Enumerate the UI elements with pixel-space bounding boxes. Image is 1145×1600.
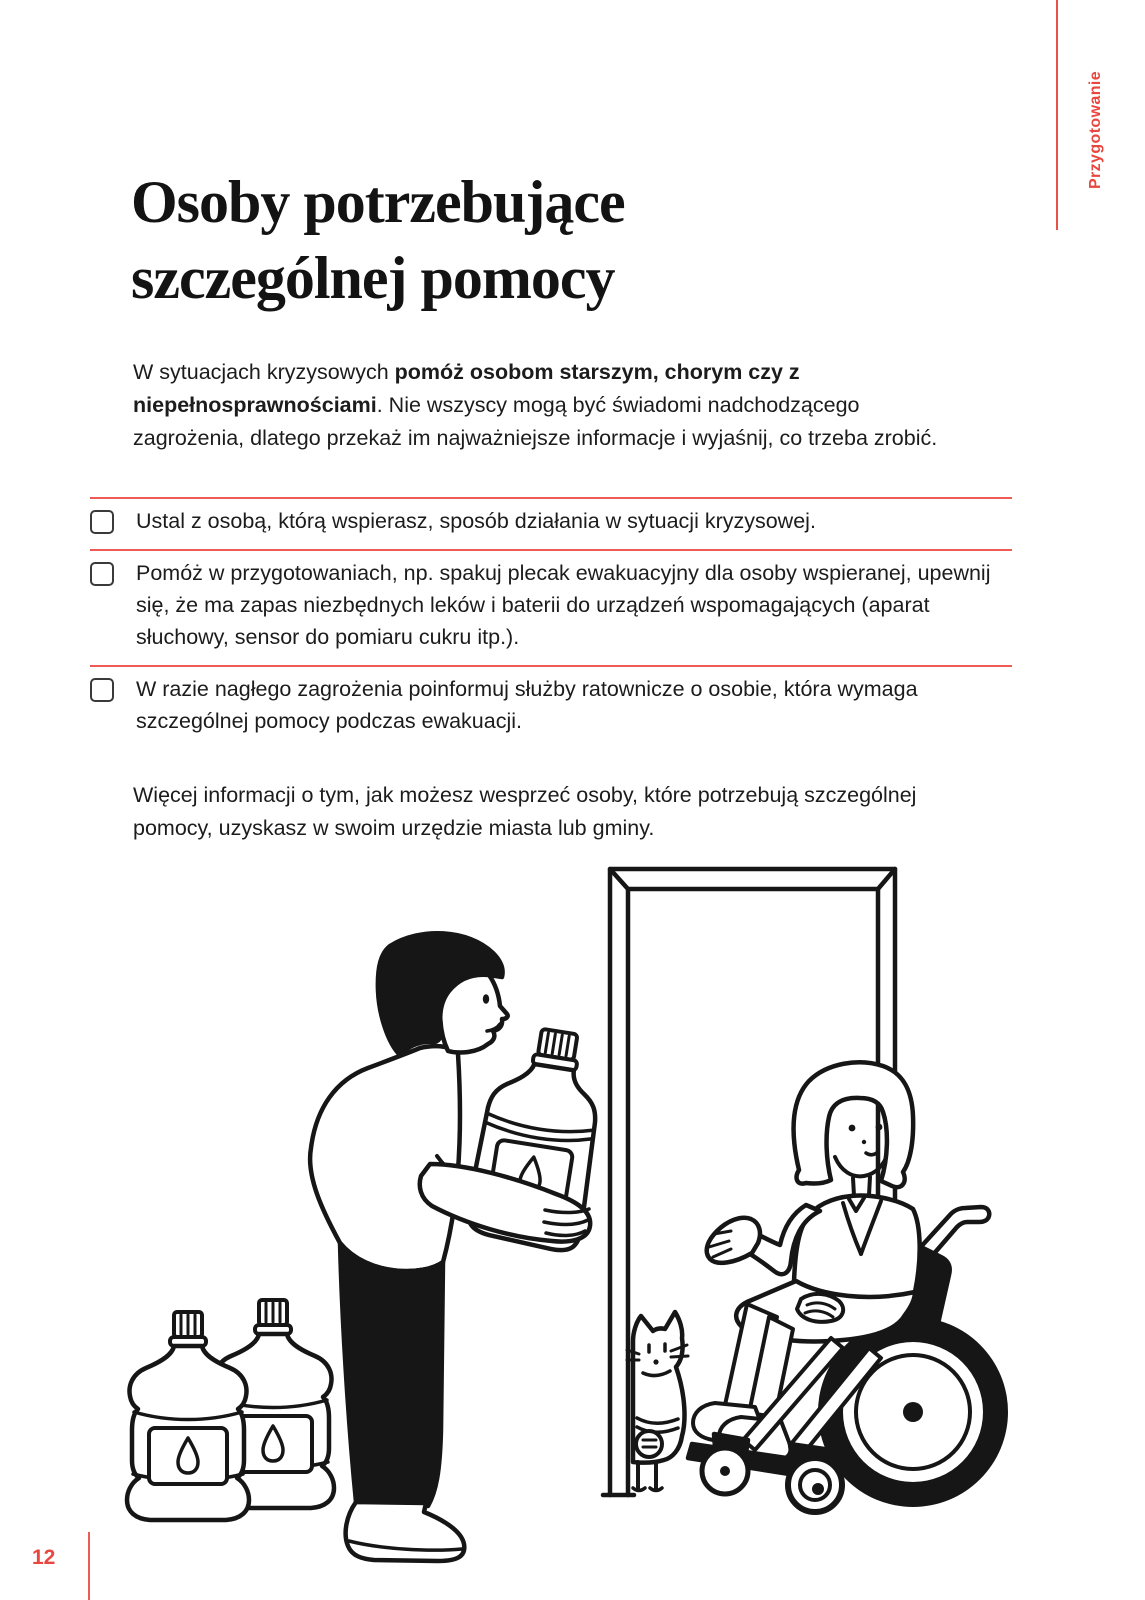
more-info-paragraph: Więcej informacji o tym, jak możesz wesprzeć osoby, które potrzebują szczególnej pomocy, uzyskasz w swoim urzędzie miasta lub gminy. [133, 782, 917, 840]
intro-text-bold: pomóż osobom starszym, chorym czy z niepełnosprawnościami [133, 359, 800, 417]
wheelchair-illustration [818, 1207, 1008, 1507]
checklist-item-label: Ustal z osobą, którą wspierasz, sposób działania w sytuacji kryzysowej. [136, 509, 816, 533]
woman-illustration [693, 1062, 920, 1459]
checkbox-icon[interactable] [90, 562, 114, 586]
cat-illustration [627, 1312, 688, 1491]
checkbox-icon[interactable] [90, 678, 114, 702]
page-number: 12 [32, 1546, 56, 1569]
intro-paragraph [133, 356, 963, 455]
door-frame-illustration [603, 869, 900, 1495]
wheelchair-front-illustration [688, 1338, 881, 1512]
side-tab-rule [1056, 0, 1058, 230]
checklist-item-label: W razie nagłego zagrożenia poinformuj służby ratownicze o osobie, która wymaga szczególnej pomocy podczas ewakuacji. [136, 677, 918, 733]
checkbox-icon[interactable] [90, 510, 114, 534]
page-title-line1: Osoby potrzebujące [131, 169, 625, 236]
side-tab-label: Przygotowanie [1087, 70, 1104, 190]
checklist-item-label: Pomóż w przygotowaniach, np. spakuj plecak ewakuacyjny dla osoby wspieranej, upewnij się, że ma zapas niezbędnych leków i baterii do urządzeń wspomagających (aparat słuchowy, sensor do pomiaru cukru itp.). [136, 561, 991, 649]
checklist-item [90, 497, 1012, 549]
page-title-line2: szczególnej pomocy [131, 245, 615, 312]
water-jug-held-illustration [464, 1022, 611, 1253]
page-title [131, 164, 991, 316]
intro-text-end: . Nie wszyscy mogą być świadomi nadchodzącego zagrożenia, dlatego przekaż im najważniejsze informacje i wyjaśnij, co trzeba zrobić. [133, 392, 938, 450]
footer-rule [88, 1532, 90, 1600]
checklist-item [90, 549, 1012, 665]
man-illustration [310, 933, 508, 1561]
checklist-item [90, 665, 1012, 749]
man-arm-illustration [420, 1156, 590, 1242]
water-jugs-floor-illustration [127, 1300, 334, 1520]
intro-text-start: W sytuacjach kryzysowych [133, 359, 395, 384]
checklist [90, 497, 1012, 749]
